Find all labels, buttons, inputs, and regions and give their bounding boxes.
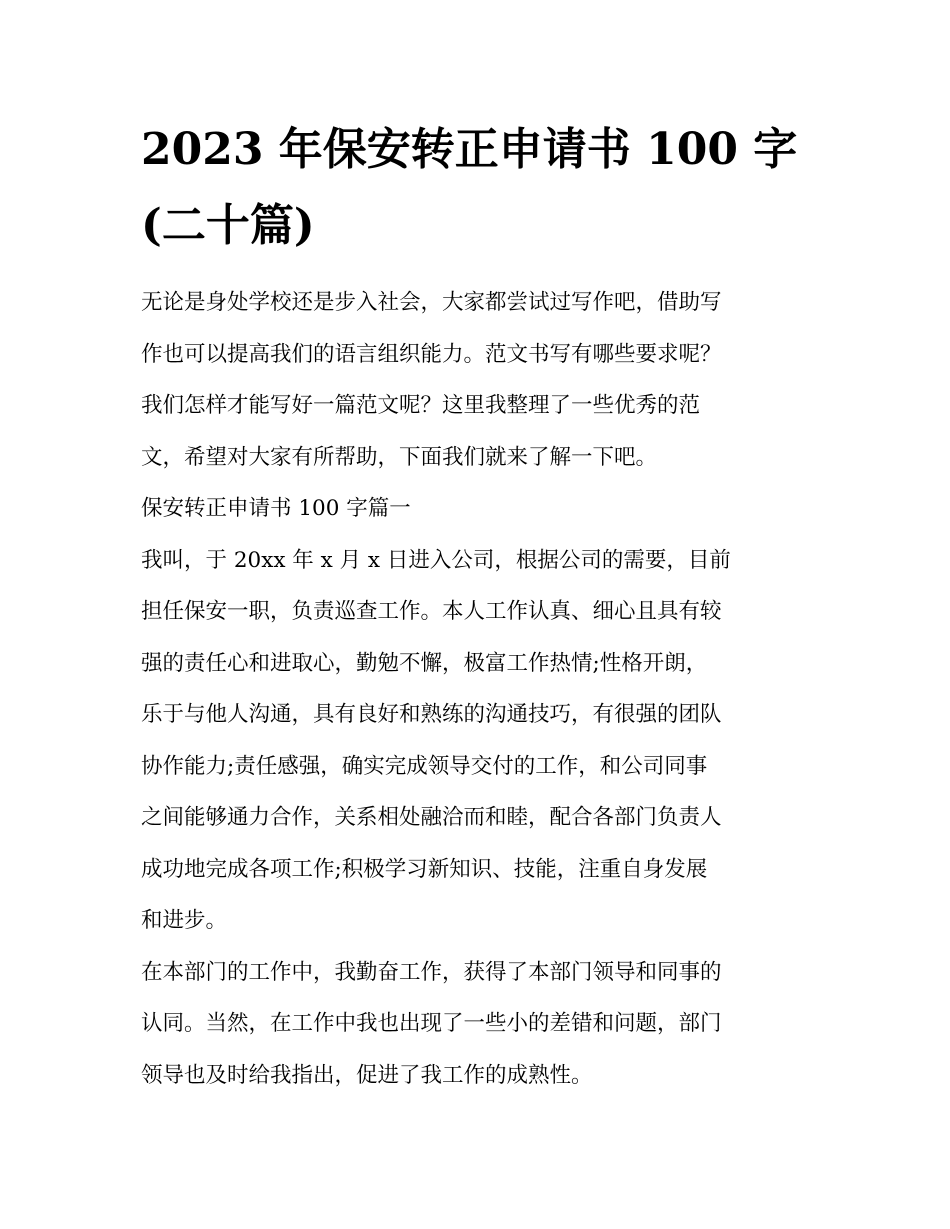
document-body [141, 277, 821, 1101]
paragraph-line: 担任保安一职，负责巡查工作。本人工作认真、细心且具有较 [141, 599, 722, 624]
title-line: (二十篇) [141, 200, 315, 251]
intro-line: 我们怎样才能写好一篇范文呢？这里我整理了一些优秀的范 [141, 393, 701, 418]
paragraph-line: 领导也及时给我指出，促进了我工作的成熟性。 [141, 1062, 593, 1088]
paragraph-line: 乐于与他人沟通，具有良好和熟练的沟通技巧，有很强的团队 [141, 702, 722, 727]
paragraph-line: 和进步。 [141, 908, 228, 933]
intro-line: 无论是身处学校还是步入社会，大家都尝试过写作吧，借助写 [141, 290, 722, 315]
document-title [141, 112, 831, 264]
intro-line: 作也可以提高我们的语言组织能力。范文书写有哪些要求呢？ [141, 341, 722, 367]
paragraph-line: 强的责任心和进取心，勤勉不懈，极富工作热情;性格开朗， [141, 650, 708, 676]
title-line: 2023 年保安转正申请书 100 字 [141, 124, 798, 175]
intro-line: 文，希望对大家有所帮助，下面我们就来了解一下吧。 [141, 444, 658, 470]
section-heading: 保安转正申请书 100 字篇一 [141, 496, 411, 521]
paragraph-line: 成功地完成各项工作;积极学习新知识、技能，注重自身发展 [141, 856, 708, 882]
paragraph-line: 在本部门的工作中，我勤奋工作，获得了本部门领导和同事的 [141, 959, 722, 985]
paragraph-line: 认同。当然，在工作中我也出现了一些小的差错和问题，部门 [141, 1011, 722, 1036]
paragraph-line: 之间能够通力合作，关系相处融洽而和睦，配合各部门负责人 [141, 805, 722, 830]
paragraph-line: 我叫，于 20xx 年 x 月 x 日进入公司，根据公司的需要，目前 [141, 547, 731, 573]
paragraph-line: 协作能力;责任感强，确实完成领导交付的工作，和公司同事 [141, 753, 708, 779]
